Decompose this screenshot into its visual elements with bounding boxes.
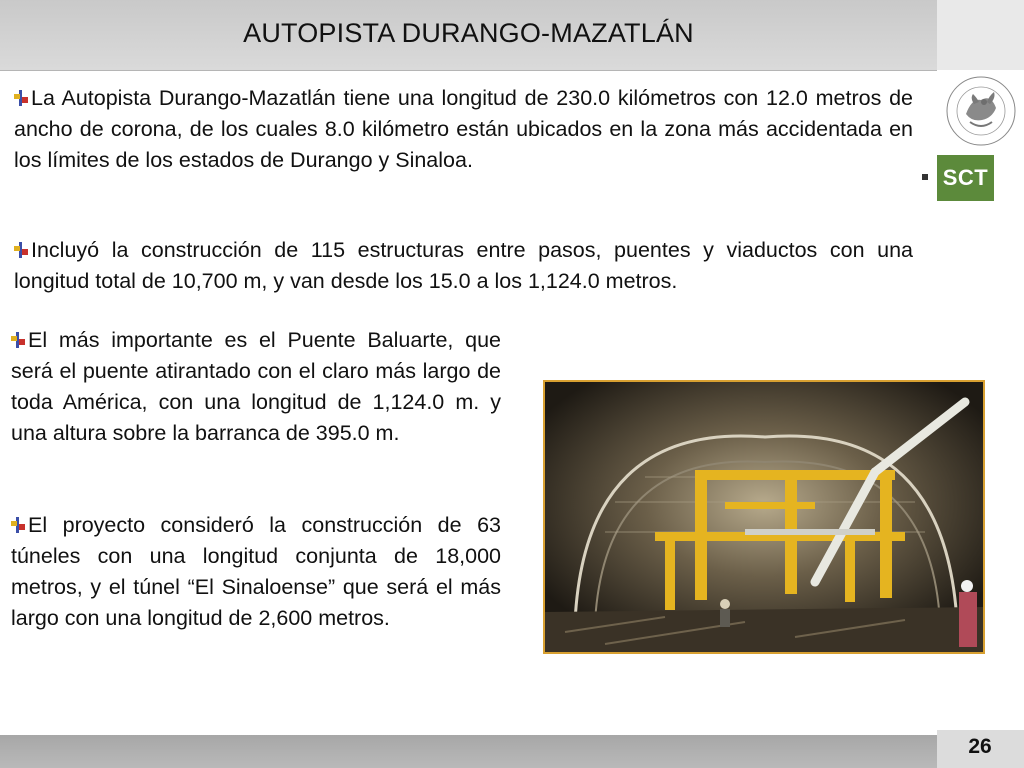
- tunnel-photo: [543, 380, 985, 654]
- slide-title: AUTOPISTA DURANGO-MAZATLÁN: [243, 18, 694, 48]
- tri-color-bullet-icon: [14, 84, 28, 100]
- tri-color-bullet-icon: [14, 236, 28, 252]
- title-bar: [0, 0, 937, 71]
- tri-color-bullet-icon: [11, 326, 25, 342]
- right-strip-top: [937, 0, 1024, 70]
- paragraph-1: La Autopista Durango-Mazatlán tiene una longitud de 230.0 kilómetros con 12.0 metros de ancho de corona, de los cuales 8.0 kilómetro están ubicados en la zona más accidentada en los límites de los estados de Durango y Sinaloa.: [14, 86, 913, 172]
- mexican-seal-icon: [944, 74, 1018, 148]
- tunnel-construction-image: [545, 382, 983, 652]
- tri-color-bullet-icon: [11, 511, 25, 527]
- paragraph-4: El proyecto consideró la construcción de 63 túneles con una longitud conjunta de 18,000 metros, y el túnel “El Sinaloense” que será el más largo con una longitud de 2,600 metros.: [11, 513, 501, 630]
- page-number: 26: [968, 735, 992, 758]
- sct-logo: SCT: [937, 155, 994, 201]
- logo-dot: [922, 174, 928, 180]
- paragraph-3: El más importante es el Puente Baluarte, que será el puente atirantado con el claro más largo de toda América, con una longitud de 1,124.0 m. y una altura sobre la barranca de 395.0 m.: [11, 328, 501, 445]
- paragraph-2: Incluyó la construcción de 115 estructuras entre pasos, puentes y viaductos con una longitud total de 10,700 m, y van desde los 15.0 a los 1,124.0 metros.: [14, 238, 913, 293]
- footer-bar: [0, 735, 937, 768]
